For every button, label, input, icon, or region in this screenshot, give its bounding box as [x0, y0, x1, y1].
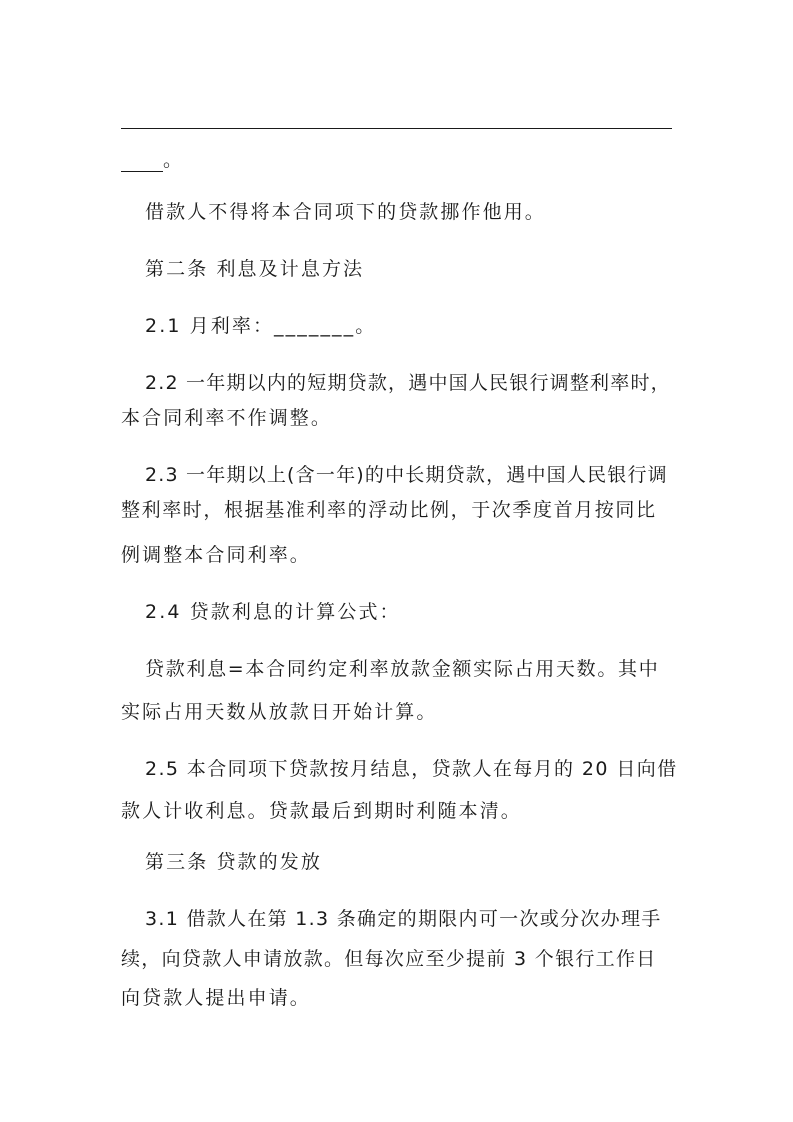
clause-2-2-line-2: 本合同利率不作调整。	[121, 407, 333, 429]
blank-fill-line	[121, 128, 672, 129]
clause-2-3-line-3: 例调整本合同利率。	[121, 544, 311, 566]
clause-3-1-line-1: 3.1 借款人在第 1.3 条确定的期限内可一次或分次办理手	[145, 908, 662, 930]
clause-2-1: 2.1 月利率：_______。	[145, 315, 377, 337]
interest-formula-line-2: 实际占用天数从放款日开始计算。	[121, 701, 438, 723]
clause-2-4: 2.4 贷款利息的计算公式：	[145, 601, 401, 623]
blank-fill-line-end	[121, 171, 163, 172]
article-three-heading: 第三条 贷款的发放	[145, 851, 322, 873]
clause-2-3-line-1: 2.3 一年期以上(含一年)的中长期贷款，遇中国人民银行调	[145, 464, 668, 486]
clause-3-1-line-2: 续，向贷款人申请放款。但每次应至少提前 3 个银行工作日	[121, 948, 657, 970]
clause-2-3-line-2: 整利率时，根据基准利率的浮动比例，于次季度首月按同比	[121, 499, 657, 521]
clause-2-2-line-1: 2.2 一年期以内的短期贷款，遇中国人民银行调整利率时，	[145, 372, 671, 394]
misuse-clause: 借款人不得将本合同项下的贷款挪作他用。	[145, 201, 546, 223]
clause-2-5-line-1: 2.5 本合同项下贷款按月结息，贷款人在每月的 20 日向借	[145, 758, 678, 780]
article-two-heading: 第二条 利息及计息方法	[145, 258, 365, 280]
purpose-end-period: 。	[163, 149, 185, 171]
interest-formula-line-1: 贷款利息=本合同约定利率放款金额实际占用天数。其中	[145, 658, 660, 680]
clause-3-1-line-3: 向贷款人提出申请。	[121, 987, 311, 1009]
clause-2-5-line-2: 款人计收利息。贷款最后到期时利随本清。	[121, 800, 522, 822]
